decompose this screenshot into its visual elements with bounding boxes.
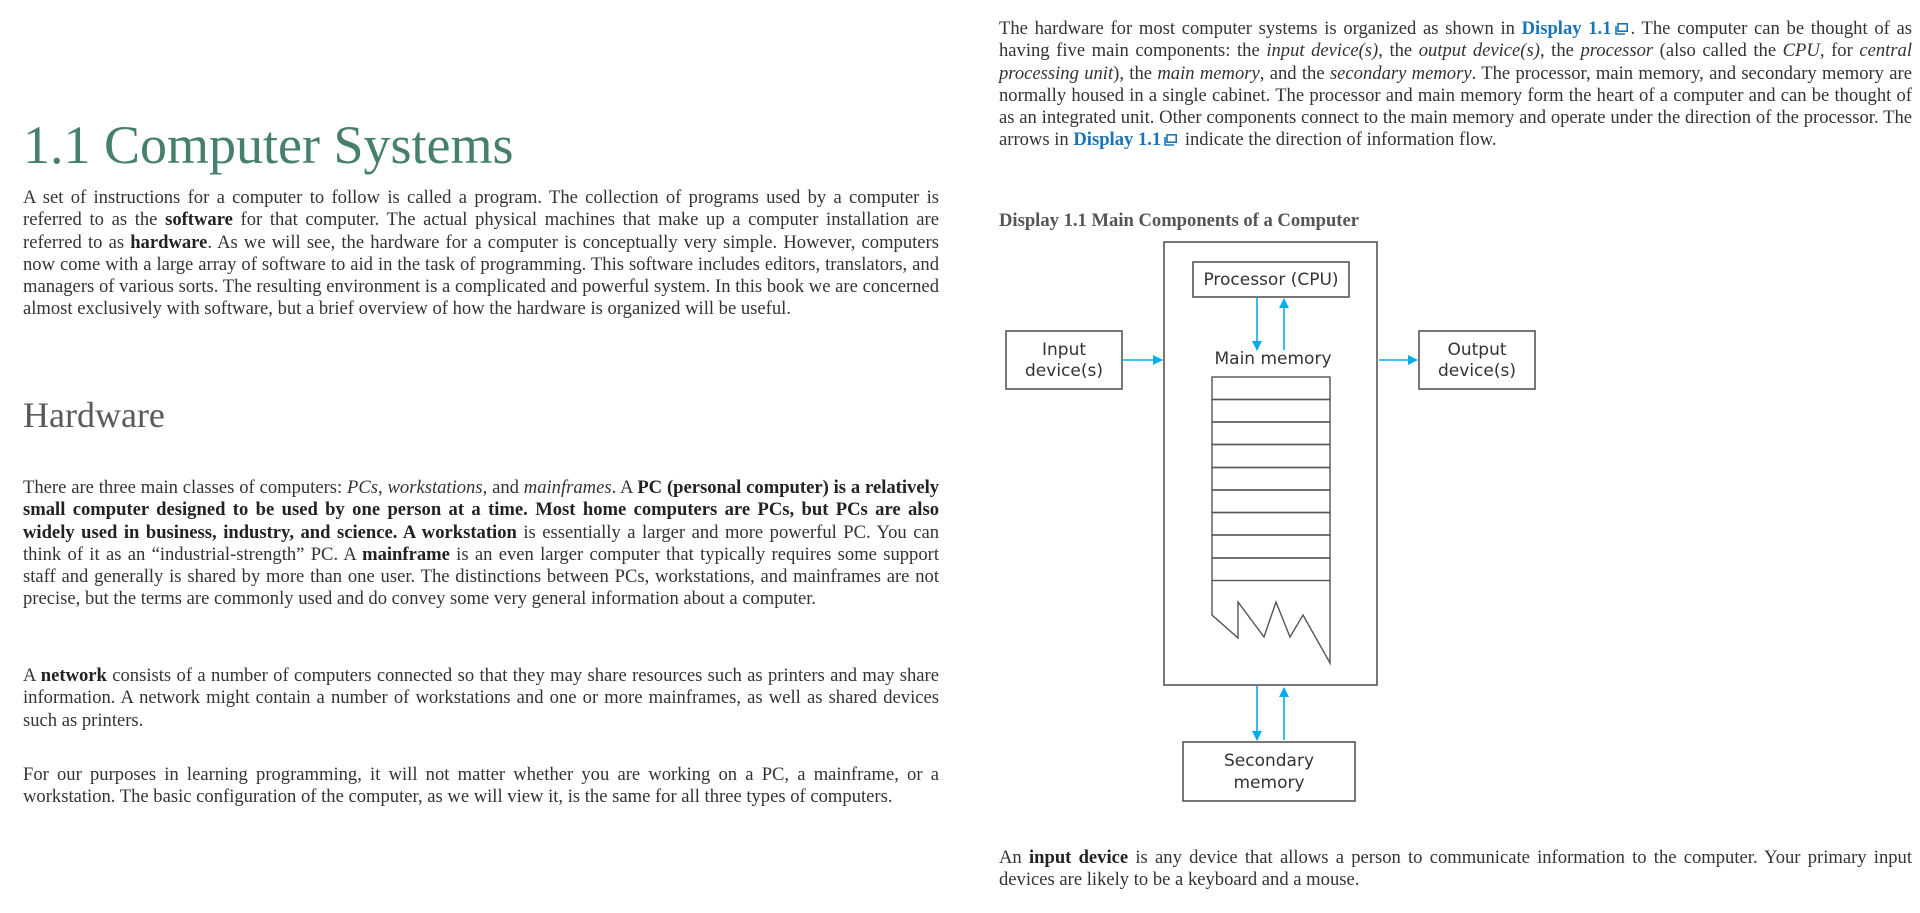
output-label-line1: Output: [1447, 340, 1507, 360]
term-pc: PC: [637, 477, 663, 498]
processor-label: Processor (CPU): [1203, 270, 1339, 290]
main-memory-label: Main memory: [1214, 349, 1332, 369]
term-mainframe: mainframe: [362, 543, 450, 565]
display-1-1-link-2[interactable]: Display 1.1: [1073, 129, 1162, 151]
output-label-line2: device(s): [1438, 361, 1516, 381]
term-software: software: [165, 209, 233, 231]
open-in-new-window-icon[interactable]: [1615, 23, 1628, 35]
input-label-line1: Input: [1041, 340, 1087, 360]
organization-paragraph: The hardware for most computer systems is organized as shown in Display 1.1 . The computer can be thought of as having five main components: the input device(s), the output device(s), the processor (also called the CPU, for central processing unit), the main memory, and the secondary memory. The processor, main memory, and secondary memory are normally housed in a single cabinet. The processor and main memory form the heart of a computer and can be thought of as an integrated unit. Other components connect to the main memory and operate under the direction of the processor. The arrows in Display 1.1 indicate the direction of information flow.: [999, 18, 1913, 151]
purposes-paragraph: For our purposes in learning programming, it will not matter whether you are working on a PC, a mainframe, or a workstation. The basic configuration of the computer, as we will view it, is the same for all three types of computers.: [23, 764, 939, 808]
memory-torn-edge: [1212, 581, 1330, 664]
input-label-line2: device(s): [1025, 361, 1103, 381]
output-device-box: [1419, 331, 1535, 389]
section-title-hardware: Hardware: [23, 395, 165, 435]
secondary-label-line1: Secondary: [1223, 751, 1315, 771]
processor-box: [1193, 262, 1349, 297]
term-personal-computer: personal computer: [673, 477, 823, 498]
intro-paragraph: A set of instructions for a computer to follow is called a program. The collection of programs used by a computer is referred to as the software for that computer. The actual physical machines that make up a computer installation are referred to as hardware. As we will see, the hardware for a computer is conceptually very simple. However, computers now come with a large array of software to aid in the task of programming. This software includes editors, translators, and managers of various sorts. The resulting environment is a complicated and powerful system. In this book we are concerned almost exclusively with software, but a brief overview of how the hardware is organized will be useful.: [23, 187, 939, 320]
chapter-title: 1.1 Computer Systems: [23, 115, 514, 175]
network-paragraph: A network consists of a number of computers connected so that they may share resources such as printers and may share information. A network might contain a number of workstations and one or more mainframes, as well as shared devices such as printers.: [23, 665, 939, 731]
term-network: network: [40, 665, 107, 686]
secondary-memory-box: [1183, 742, 1355, 801]
memory-stack: [1212, 377, 1330, 663]
display-1-1-link[interactable]: Display 1.1: [1521, 18, 1612, 39]
open-in-new-window-icon[interactable]: [1164, 134, 1177, 146]
input-device-box: [1006, 331, 1122, 389]
computer-cabinet-box: [1164, 242, 1377, 685]
term-workstation: workstation: [421, 521, 517, 543]
term-input-device: input device: [1028, 847, 1129, 868]
term-hardware: hardware: [130, 231, 208, 253]
classes-paragraph: There are three main classes of computers: PCs, workstations, and mainframes. A PC (personal computer) is a relatively small computer designed to be used by one person at a time. Most home computers are PCs, but PCs are also widely used in business, industry, and science. A workstation is essentially a larger and more powerful PC. You can think of it as an “industrial-strength” PC. A mainframe is an even larger computer that typically requires some support staff and generally is shared by more than one user. The distinctions between PCs, workstations, and mainframes are not precise, but the terms are commonly used and do convey some very general information about a computer.: [23, 477, 940, 610]
figure-caption: Display 1.1 Main Components of a Computer: [999, 210, 1360, 231]
input-device-paragraph: An input device is any device that allows a person to communicate information to the computer. Your primary input devices are likely to be a keyboard and a mouse.: [999, 847, 1913, 891]
secondary-label-line2: memory: [1233, 773, 1305, 793]
